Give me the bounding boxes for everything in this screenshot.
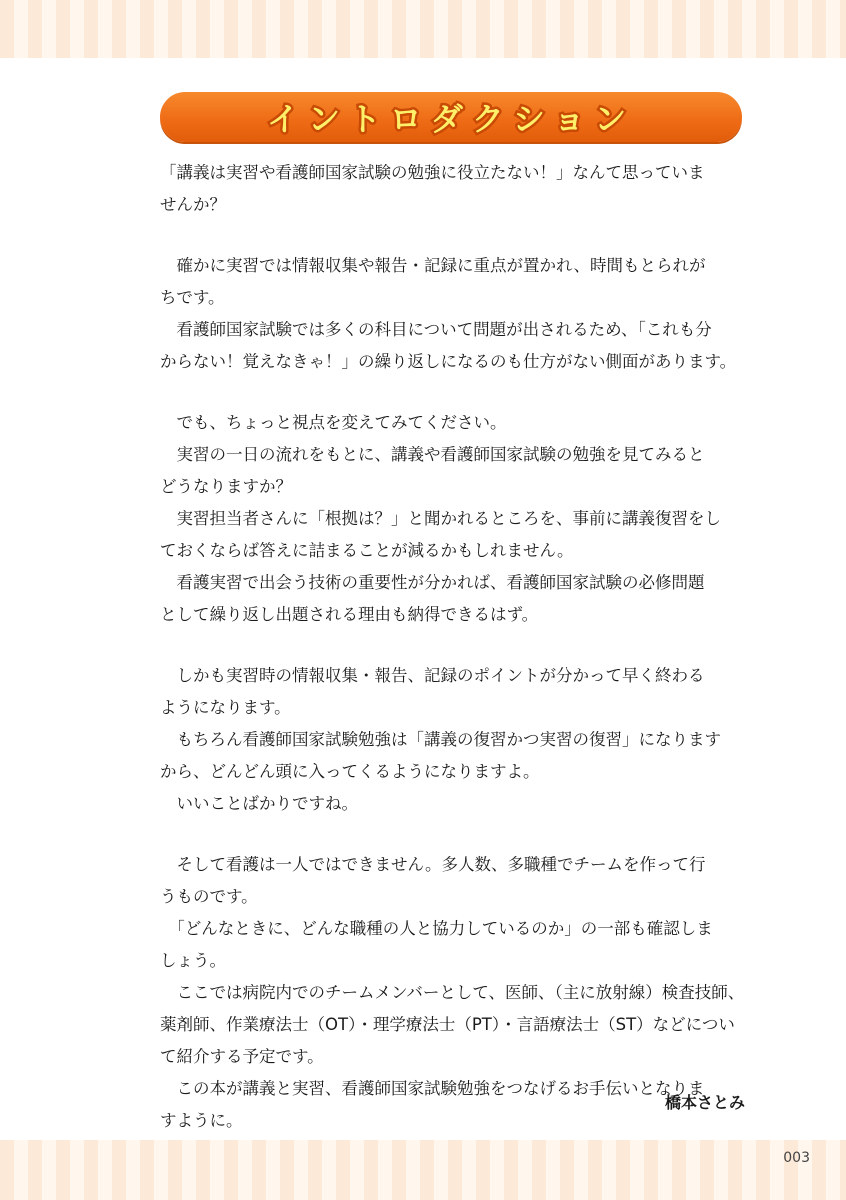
text-line: ようになります。 [160, 698, 291, 717]
text-line: からない！覚えなきゃ！」の繰り返しになるのも仕方がない側面があります。 [160, 352, 737, 371]
text-line: 薬剤師、作業療法士（OT）・理学療法士（PT）・言語療法士（ST）などについ [160, 1015, 735, 1034]
text-line: 「どんなときに、どんな職種の人と協力しているのか」の一部も確認しま [160, 919, 713, 938]
text-line: せんか？ [160, 195, 226, 214]
text-line: て紹介する予定です。 [160, 1047, 324, 1066]
page-number: 003 [783, 1150, 810, 1166]
text-line: でも、ちょっと視点を変えてみてください。 [160, 413, 507, 432]
text-line: しかも実習時の情報収集・報告、記録のポイントが分かって早く終わる [160, 666, 705, 685]
paragraph-gap [160, 378, 750, 407]
text-line: として繰り返し出題される理由も納得できるはず。 [160, 605, 539, 624]
bottom-stripe-band [0, 1140, 846, 1200]
text-line: すように。 [160, 1111, 243, 1130]
text-line: ここでは病院内でのチームメンバーとして、医師、（主に放射線）検査技師、 [160, 983, 745, 1002]
text-line: もちろん看護師国家試験勉強は「講義の復習かつ実習の復習」になります [160, 730, 721, 749]
top-stripe-band [0, 0, 846, 58]
text-line: 確かに実習では情報収集や報告・記録に重点が置かれ、時間もとられが [160, 256, 706, 275]
paragraph-gap [160, 221, 750, 250]
body-text [160, 157, 750, 1137]
text-line: 看護師国家試験では多くの科目について問題が出されるため、「これも分 [160, 320, 712, 339]
text-line: 看護実習で出会う技術の重要性が分かれば、看護師国家試験の必修問題 [160, 573, 705, 592]
text-line: から、どんどん頭に入ってくるようになりますよ。 [160, 762, 540, 781]
paragraph-gap [160, 820, 750, 849]
text-line: 「講義は実習や看護師国家試験の勉強に役立たない！」なんて思っていま [160, 163, 705, 182]
paragraph-gap [160, 631, 750, 660]
author-signature: 橋本さとみ [664, 1093, 745, 1112]
text-line: この本が講義と実習、看護師国家試験勉強をつなげるお手伝いとなりま [160, 1079, 705, 1098]
page-title: イントロダクション [266, 100, 636, 138]
text-line: いいことばかりですね。 [160, 794, 358, 813]
text-line: 実習の一日の流れをもとに、講義や看護師国家試験の勉強を見てみると [160, 445, 705, 464]
text-line: そして看護は一人ではできません。多人数、多職種でチームを作って行 [160, 855, 706, 874]
text-line: しょう。 [160, 951, 226, 970]
text-line: 実習担当者さんに「根拠は？」と聞かれるところを、事前に講義復習をし [160, 509, 721, 528]
text-line: うものです。 [160, 887, 258, 906]
text-line: ておくならば答えに詰まることが減るかもしれません。 [160, 541, 574, 560]
text-line: ちです。 [160, 288, 225, 307]
title-banner [160, 92, 742, 142]
text-line: どうなりますか？ [160, 477, 292, 496]
